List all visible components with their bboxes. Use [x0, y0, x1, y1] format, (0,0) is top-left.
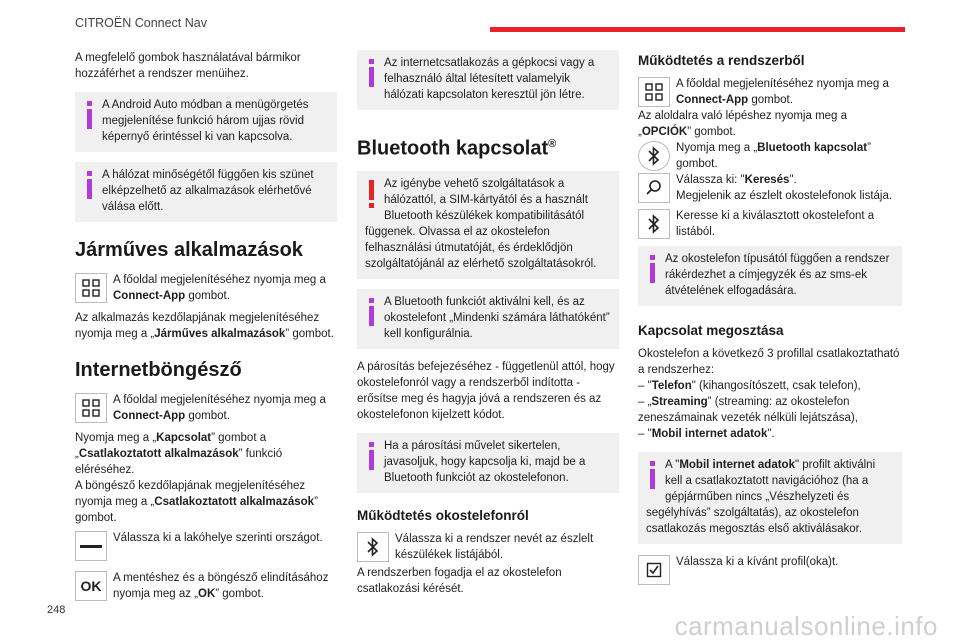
- paragraph: Az alkalmazás kezdőlapjának megjelenítéséhez nyomja meg a „Járműves alkalmazások” gombot.: [75, 312, 334, 340]
- column-2: [357, 50, 619, 601]
- info-marker-icon: [365, 59, 378, 89]
- header-accent-bar: [490, 27, 905, 32]
- checkbox-icon: [638, 555, 670, 585]
- watermark: carmanualsonline.info: [674, 611, 938, 641]
- info-marker-icon: [365, 298, 378, 328]
- step-country: Válassza ki a lakóhelye szerinti országot.: [75, 530, 337, 560]
- share-intro: Okostelefon a következő 3 profillal csatlakoztatható a rendszerhez:: [638, 348, 900, 376]
- intro-text: A megfelelő gombok használatával bármikor hozzáférhet a rendszer menüihez.: [75, 52, 301, 80]
- select-bar-icon: [75, 531, 107, 561]
- info-note: A "Mobil internet adatok" profilt aktiválni kell a csatlakoztatott navigációhoz (ha a gépjárműben nincs „Vészhelyzeti és segélyhívás” szolgáltatás), az okostelefon csatlakozás megosztás első aktiválásakor.: [638, 452, 902, 544]
- heading-internet-browser: Internetböngésző: [75, 359, 242, 381]
- info-note: Az okostelefon típusától függően a rendszer rákérdezhet a címjegyzék és az sms-ek átvételének elfogadására.: [638, 246, 902, 306]
- step-text-bold: Connect-App: [113, 290, 186, 302]
- step-connect-app: A főoldal megjelenítéséhez nyomja meg a Connect-App gombot.: [75, 392, 337, 424]
- info-note: Ha a párosítási művelet sikertelen, javasoljuk, hogy kapcsolja ki, majd be a Bluetooth funkciót az okostelefonon.: [357, 433, 619, 493]
- heading-phone-operation: Működtetés okostelefonról: [357, 507, 529, 523]
- grid-apps-icon: [75, 393, 107, 423]
- paragraph: Nyomja meg a „Kapcsolat” gombot a „Csatlakoztatott alkalmazások” funkció eléréséhez. A böngésző kezdőlapjának megjelenítéséhez nyomja meg a „Csatlakoztatott alkalmazások” gombot.: [75, 432, 318, 524]
- list-item: – "Telefon" (kihangosítószett, csak telefon),: [638, 380, 861, 392]
- info-marker-icon: [83, 101, 96, 131]
- column-1: [75, 50, 337, 608]
- step-select-system: Válassza ki a rendszer nevét az észlelt készülékek listájából.: [357, 531, 619, 563]
- page-number: 248: [47, 604, 66, 616]
- profile-list: [638, 378, 902, 442]
- column-3: [638, 50, 902, 590]
- heading-vehicle-apps: Járműves alkalmazások: [75, 239, 303, 261]
- list-item: – "Mobil internet adatok".: [638, 428, 775, 440]
- heading-bluetooth: Bluetooth kapcsolat®: [357, 137, 557, 160]
- info-marker-icon: [83, 171, 96, 201]
- info-marker-icon: [646, 461, 659, 491]
- list-item: – „Streaming” (streaming: az okostelefon zeneszámainak vezeték nélküli lejátszása),: [638, 396, 858, 424]
- heading-system-operation: Működtetés a rendszerből: [638, 53, 805, 68]
- note-text: A Android Auto módban a menügörgetés megjelenítése funkció három ujjas rövid képernyő érintéssel ki van kapcsolva.: [102, 99, 309, 143]
- warning-note: Az igénybe vehető szolgáltatások a hálózattól, a SIM-kártyától és a használt Bluetooth készülékek kompatibilitásától függenek. Olvassa el az okostelefon felhasználási útmutatóját, és érdeklődjön szolgáltatójánál az elérhető szolgáltatásokról.: [357, 171, 619, 279]
- bluetooth-icon: [638, 141, 670, 171]
- step-connect-app: A főoldal megjelenítéséhez nyomja meg a Connect-App gombot.: [638, 76, 902, 108]
- info-note: A Bluetooth funkciót aktiválni kell, és az okostelefont „Mindenki számára láthatóként” kell konfigurálnia.: [357, 289, 619, 349]
- step-text: A főoldal megjelenítéséhez nyomja meg a: [113, 274, 326, 286]
- heading-connection-sharing: Kapcsolat megosztása: [638, 323, 784, 338]
- step-bluetooth-connection: Nyomja meg a „Bluetooth kapcsolat” gombot.: [638, 140, 902, 172]
- info-marker-icon: [646, 255, 659, 285]
- info-note: [75, 162, 337, 222]
- header-title: CITROËN Connect Nav: [75, 16, 207, 30]
- bluetooth-icon: [638, 209, 670, 239]
- bluetooth-icon: [357, 532, 389, 562]
- info-marker-icon: [365, 442, 378, 472]
- step-ok: OK A mentéshez és a böngésző elindításához nyomja meg az „OK” gombot.: [75, 570, 337, 602]
- info-note: Az internetcsatlakozás a gépkocsi vagy a felhasználó által létesített valamelyik hálózati kapcsolaton keresztül jön létre.: [357, 50, 619, 110]
- grid-apps-icon: [75, 273, 107, 303]
- info-note: [75, 92, 337, 152]
- step-text: gombot.: [185, 290, 230, 302]
- grid-apps-icon: [638, 77, 670, 107]
- search-icon: [638, 173, 670, 203]
- paragraph-options: Az aloldalra való lépéshez nyomja meg a „OPCIÓK” gombot.: [638, 110, 848, 138]
- step-search: Válassza ki: "Keresés". Megjelenik az észlelt okostelefonok listája.: [638, 172, 902, 204]
- step-select-profile: Válassza ki a kívánt profil(oka)t.: [638, 554, 902, 584]
- paragraph-accept: A rendszerben fogadja el az okostelefon csatlakozási kérését.: [357, 566, 562, 595]
- step-connect-app: [75, 272, 337, 304]
- step-select-phone: Keresse ki a kiválasztott okostelefont a listából.: [638, 208, 902, 240]
- note-text: A hálózat minőségétől függően kis szünet elképzelhető az alkalmazások elérhetővé válása előtt.: [102, 169, 314, 213]
- ok-button-icon: OK: [75, 571, 107, 601]
- warning-marker-icon: [365, 180, 378, 210]
- paragraph-pairing: A párosítás befejezéséhez - függetlenül attól, hogy okostelefonról vagy a rendszerből indította - erősítse meg és hagyja jóvá a rendszeren és az okostelefonon kijelzett kódot.: [357, 360, 615, 421]
